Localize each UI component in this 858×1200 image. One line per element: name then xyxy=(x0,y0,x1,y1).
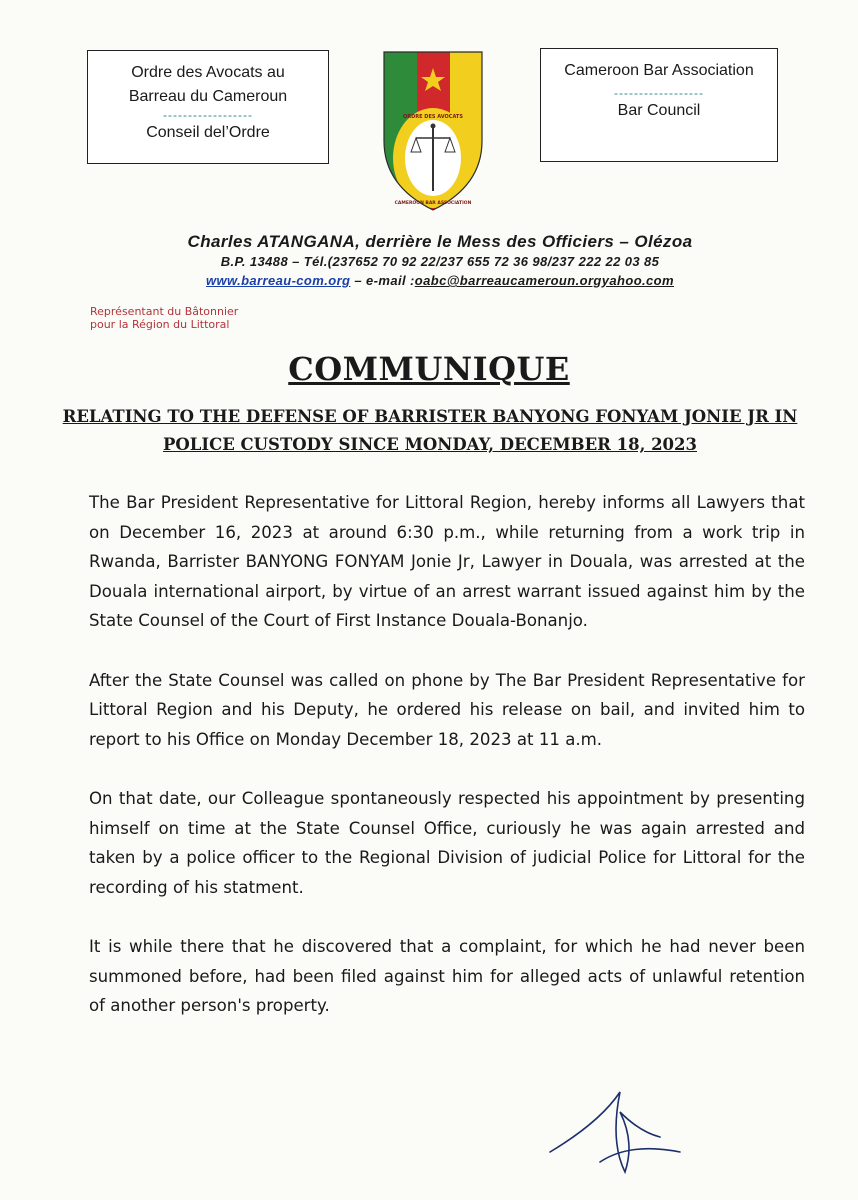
document-title: COMMUNIQUE xyxy=(288,350,570,388)
subtitle-line2: POLICE CUSTODY SINCE MONDAY, DECEMBER 18, 2023 xyxy=(162,435,697,454)
left-box-line2: Barreau du Cameroun xyxy=(128,88,288,105)
subtitle-line1: RELATING TO THE DEFENSE OF BARRISTER BANYONG FONYAM JONIE JR IN xyxy=(62,407,798,426)
paragraph-2: After the State Counsel was called on phone by The Bar President Representative for Littoral Region and his Deputy, he ordered his release on bail, and invited him to report to his Office on Monday December 18, 2023 at 11 a.m. xyxy=(89,670,805,749)
svg-text:ORDRE DES AVOCATS: ORDRE DES AVOCATS xyxy=(403,114,463,120)
website-link[interactable]: www.barreau-com.org xyxy=(206,273,351,288)
header-right-box xyxy=(540,48,778,162)
right-box-line2: Bar Council xyxy=(617,102,701,119)
right-box-line1: Cameroon Bar Association xyxy=(564,62,754,79)
svg-text:CAMEROON BAR ASSOCIATION: CAMEROON BAR ASSOCIATION xyxy=(394,201,472,206)
left-box-line1: Ordre des Avocats au xyxy=(131,64,285,81)
address-line3 xyxy=(140,273,740,288)
document-subtitle xyxy=(60,403,800,459)
header-left-box xyxy=(87,50,329,164)
paragraph-1: The Bar President Representative for Littoral Region, hereby informs all Lawyers that on December 16, 2023 at around 6:30 p.m., while returning from a work trip in Rwanda, Barrister BANYONG FONYAM Jonie Jr, Lawyer in Douala, was arrested at the Douala international airport, by virtue of an arrest warrant issued against him by the State Counsel of the Court of First Instance Douala-Bonanjo. xyxy=(89,493,805,630)
document-body xyxy=(89,488,805,1051)
address-line1: Charles ATANGANA, derrière le Mess des Officiers – Olézoa xyxy=(187,232,693,251)
bar-association-logo xyxy=(378,46,488,216)
email-prefix: – e-mail : xyxy=(350,273,415,288)
representative-line1: Représentant du Bâtonnier xyxy=(90,305,239,318)
representative-line2: pour la Région du Littoral xyxy=(90,318,230,331)
left-box-divider: ------------------ xyxy=(163,108,253,122)
left-box-line3: Conseil del’Ordre xyxy=(146,124,270,141)
paragraph-4: It is while there that he discovered that a complaint, for which he had never been summoned before, had been filed against him for alleged acts of unlawful retention of another person's property. xyxy=(89,937,805,1015)
email-link[interactable]: oabc@barreaucameroun.orgyahoo.com xyxy=(414,273,674,288)
right-box-divider: ------------------ xyxy=(614,86,704,100)
address-line2: B.P. 13488 – Tél.(237652 70 92 22/237 655 72 36 98/237 222 22 03 85 xyxy=(220,254,660,269)
representative-label xyxy=(90,305,238,331)
paragraph-3: On that date, our Colleague spontaneously respected his appointment by presenting himself on time at the State Counsel Office, curiously he was again arrested and taken by a police officer to the Regional Division of judicial Police for Littoral for the recording of his statment. xyxy=(89,789,805,897)
signature-mark xyxy=(540,1082,690,1182)
crest-icon xyxy=(378,46,488,216)
